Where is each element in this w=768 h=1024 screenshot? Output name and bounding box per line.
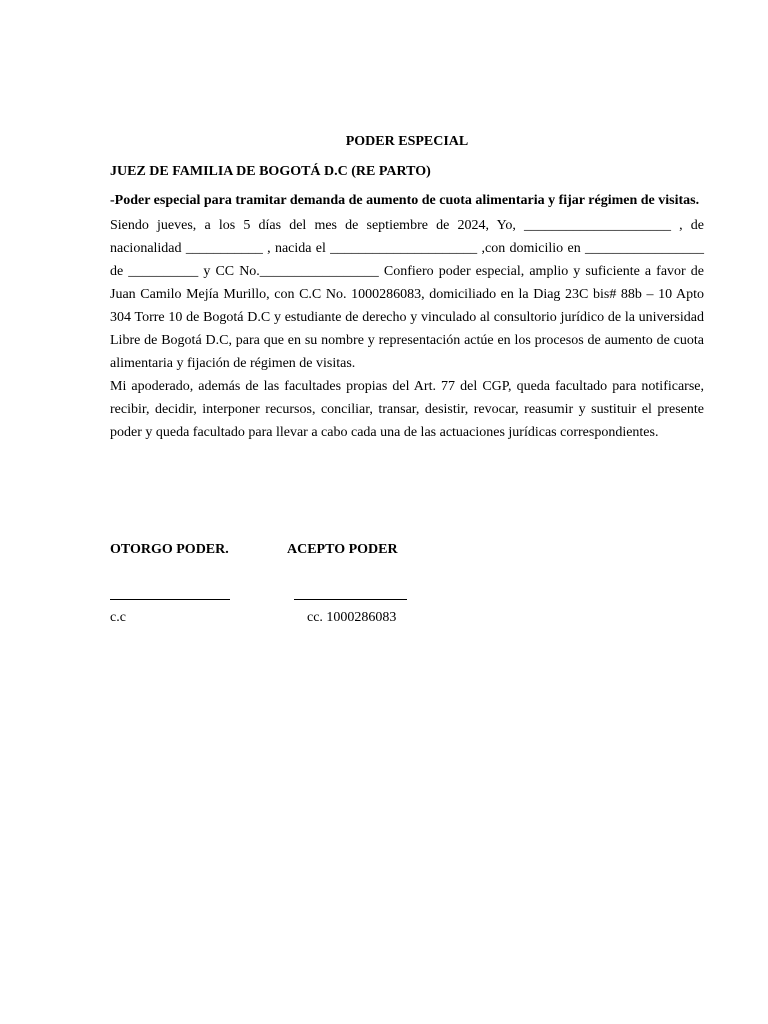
body-paragraph-1: Siendo jueves, a los 5 días del mes de septiembre de 2024, Yo, _____________________ , de nacionalidad ___________ , nacida el _____________________ ,con domicilio en _________________ de __________ y CC No._________________ Confiero poder especial, amplio y suficiente a favor de Juan Camilo Mejía Murillo, con C.C No. 1000286083, domiciliado en la Diag 23C bis# 88b – 10 Apto 304 Torre 10 de Bogotá D.C y estudiante de derecho y vinculado al consultorio jurídico de la universidad Libre de Bogotá D.C, para que en su nombre y representación actúe en los procesos de aumento de cuota alimentaria y fijación de régimen de visitas. xyxy=(110,218,704,371)
document-title: PODER ESPECIAL xyxy=(345,134,469,149)
document-page xyxy=(110,133,704,625)
acceptor-label: ACEPTO PODER xyxy=(287,542,398,557)
document-addressee: JUEZ DE FAMILIA DE BOGOTÁ D.C (RE PARTO) xyxy=(110,164,431,179)
grantor-id: c.c xyxy=(110,610,126,625)
signature-block xyxy=(110,541,704,631)
body-paragraph-2: Mi apoderado, además de las facultades propias del Art. 77 del CGP, queda facultado para notificarse, recibir, decidir, interponer recursos, conciliar, transar, desistir, revocar, reasumir y sustituir el presente poder y queda facultado para llevar a cabo cada una de las actuaciones jurídicas correspondientes. xyxy=(110,379,704,440)
acceptor-signature-line xyxy=(294,599,407,600)
document-subject: -Poder especial para tramitar demanda de aumento de cuota alimentaria y fijar régimen de visitas. xyxy=(110,193,700,208)
acceptor-id: cc. 1000286083 xyxy=(307,610,397,625)
grantor-signature-line xyxy=(110,599,230,600)
grantor-label: OTORGO PODER. xyxy=(110,542,229,557)
